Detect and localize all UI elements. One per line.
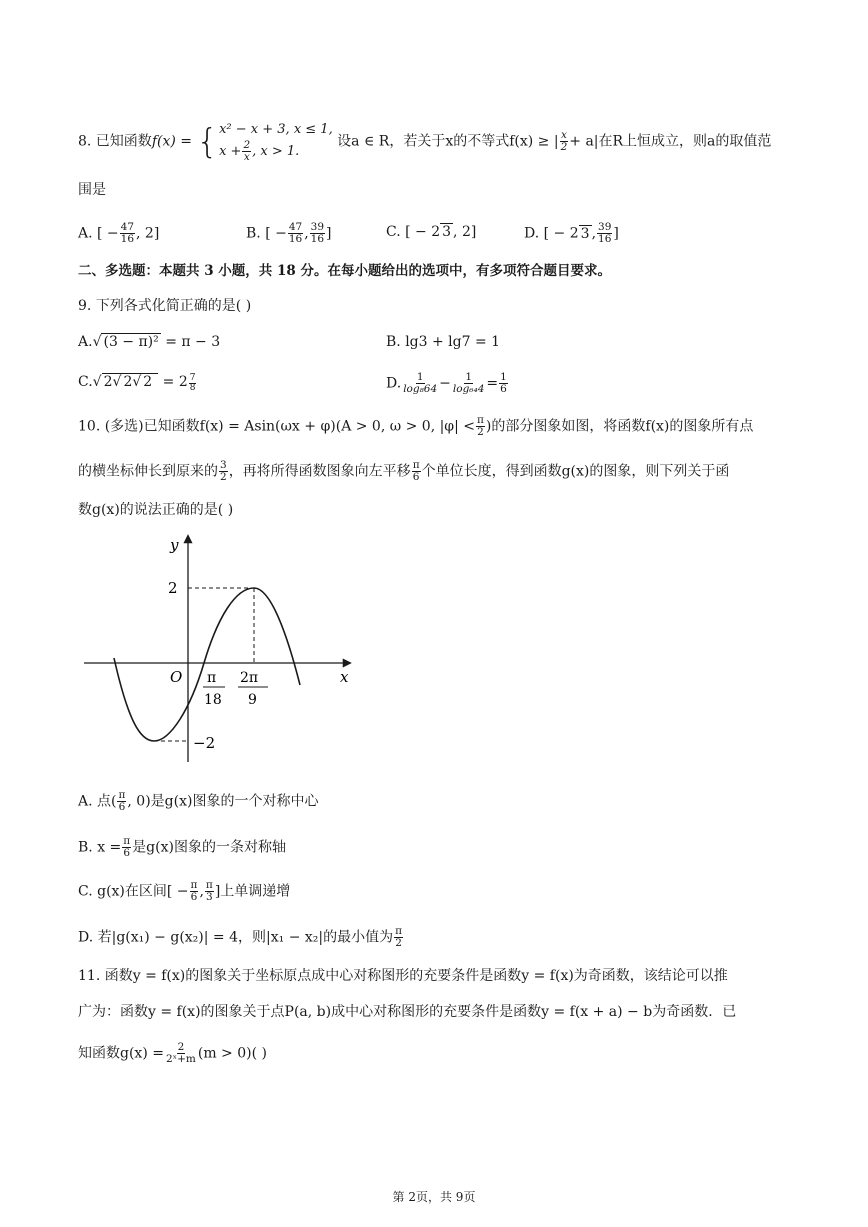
q9-option-b: B. lg3 + lg7 = 1 xyxy=(386,334,501,350)
q10-d-num: π xyxy=(395,925,403,937)
q10-l2c: 个单位长度，得到函数g(x)的图象，则下列关于函 xyxy=(421,463,730,480)
q9-c-eq: = 2 xyxy=(162,374,188,390)
q10-b-den: 6 xyxy=(123,847,131,859)
q10-b-frac xyxy=(122,836,131,859)
q8-b-tail: ] xyxy=(326,225,332,242)
q9-c-inner-val: 2 xyxy=(123,374,133,390)
q10-l2-den: 2 xyxy=(220,471,227,483)
q8-suffix: + a|在R上恒成立，则a的取值范 xyxy=(569,133,772,150)
q9-d-label: D. xyxy=(386,375,402,392)
q9-a-label: A. xyxy=(78,334,93,350)
q9-c-outer-val: 2 xyxy=(103,374,113,390)
q8-frac-num: x xyxy=(560,129,567,141)
q11-num: 2 xyxy=(177,1041,185,1053)
x-axis-label: x xyxy=(340,668,349,686)
q9-d-frac1 xyxy=(402,372,438,395)
q8-a-label: A. [ − xyxy=(78,225,119,242)
q10-l1b: )的部分图象如图，将函数f(x)的图象所有点 xyxy=(485,418,754,435)
q8-option-b xyxy=(246,222,332,245)
q10-line3: 数g(x)的说法正确的是( ) xyxy=(78,502,234,518)
q8-option-a xyxy=(78,222,159,245)
q8-case2-b: , x > 1. xyxy=(252,144,300,159)
q8-c-sqrt: 3 xyxy=(442,224,452,240)
q9-d-num3: 1 xyxy=(500,371,507,383)
q10-l2a: 的横坐标伸长到原来的 xyxy=(78,463,218,480)
q10-c-a: C. g(x)在区间[ − xyxy=(78,883,189,900)
q9-d-den1: log₈64 xyxy=(403,383,438,395)
q9-c-label: C. xyxy=(78,374,93,390)
q9-option-d xyxy=(386,372,509,395)
q8-piecewise xyxy=(196,120,332,163)
q8-d-sqrt: 3 xyxy=(580,225,590,242)
q10-a-num: π xyxy=(118,789,126,801)
q9-d-minus: − xyxy=(439,375,451,392)
q10-a-a: A. 点( xyxy=(78,793,117,810)
y-axis-label: y xyxy=(170,536,179,554)
q10-b-b: 是g(x)图象的一条对称轴 xyxy=(132,839,286,856)
q9-c-mid: 2√ 2 xyxy=(121,373,156,390)
q8-d-frac xyxy=(597,222,612,245)
q9-d-frac3 xyxy=(499,372,508,395)
q10-c-num2: π xyxy=(205,879,213,891)
q8-d-mid: , xyxy=(591,225,597,242)
q10-d-frac xyxy=(394,926,403,949)
q10-l2-frac1 xyxy=(219,460,228,483)
q8-line1 xyxy=(78,120,771,163)
q8-case2-frac xyxy=(242,140,251,163)
q10-c-frac2 xyxy=(205,880,214,903)
q10-line1 xyxy=(78,415,753,438)
q11-den: 2ˣ+m xyxy=(165,1053,196,1065)
max-label: 2 xyxy=(168,579,178,597)
q8-line2: 围是 xyxy=(78,182,106,198)
q10-c-frac1 xyxy=(190,880,199,903)
q9-option-c: C.√ 2√ 2√ 2 = 2 $^{\frac{7}{8}}$ xyxy=(78,373,196,394)
tick1-den: 18 xyxy=(204,692,222,708)
q8-case2-den: x xyxy=(243,151,250,163)
q8-b-den1: 16 xyxy=(288,233,303,245)
q9-d-num1: 1 xyxy=(416,371,424,383)
q8-d-den2: 16 xyxy=(598,233,612,245)
tick2-den: 9 xyxy=(248,692,257,708)
q8-c-label: C. [ − 2 xyxy=(386,224,441,240)
section-heading: 二、多选题：本题共 3 小题，共 18 分。在每小题给出的选项中，有多项符合题目要求。 xyxy=(78,263,611,279)
q10-c-b: ]上单调递增 xyxy=(214,883,291,900)
q8-d-tail: ] xyxy=(613,225,619,242)
q10-option-b xyxy=(78,836,286,859)
q9-option-a: A.√ (3 − π)² = π − 3 xyxy=(78,334,221,350)
q10-c-den1: 6 xyxy=(190,891,198,903)
q8-a-frac xyxy=(120,222,135,245)
q10-l1-num: π xyxy=(477,414,484,426)
q8-case1: x² − x + 3, x ≤ 1, xyxy=(219,122,333,137)
q10-l1a: 10. (多选)已知函数f(x) = Asin(ωx + φ)(A > 0, ω > 0, |φ| < xyxy=(78,418,476,435)
q8-frac-den: 2 xyxy=(560,141,568,153)
q8-b-mid: , xyxy=(304,225,309,242)
q9-c-exp xyxy=(189,374,197,393)
q10-a-b: , 0)是g(x)图象的一个对称中心 xyxy=(127,793,319,810)
q8-case2-num: 2 xyxy=(243,139,251,151)
q9-d-frac2 xyxy=(452,372,486,395)
q10-c-den2: 3 xyxy=(206,891,213,903)
q8-fx: f(x) = xyxy=(151,133,192,150)
q11-line2: 广为：函数y = f(x)的图象关于点P(a, b)成中心对称图形的充要条件是函数y = f(x + a) − b为奇函数．已 xyxy=(78,1004,737,1020)
q8-option-d xyxy=(524,222,619,245)
q8-option-c xyxy=(386,222,476,242)
q8-case2 xyxy=(219,140,333,163)
q8-prefix: 8. 已知函数 xyxy=(78,133,152,150)
q9-a-tail: = π − 3 xyxy=(165,334,221,350)
q8-a-den: 16 xyxy=(120,233,135,245)
q10-l2-num: 3 xyxy=(220,459,227,471)
q8-d-label: D. [ − 2 xyxy=(524,225,579,242)
q8-cases xyxy=(219,120,333,163)
q8-b-frac2 xyxy=(310,222,325,245)
tick1-num: π xyxy=(207,670,217,686)
q10-l2-num2: π xyxy=(412,459,420,471)
q9-c-exp-den: 8 xyxy=(189,383,196,394)
q8-c-tail: , 2] xyxy=(453,224,477,240)
q9-d-num2: 1 xyxy=(465,371,472,383)
tick2-num: 2π xyxy=(240,670,259,686)
q10-l2b: ，再将所得函数图象向左平移 xyxy=(228,463,411,480)
origin-label: O xyxy=(170,668,183,686)
q10-l1-frac xyxy=(476,415,485,438)
q8-a-num: 47 xyxy=(120,221,135,233)
q11-frac xyxy=(165,1042,197,1065)
q10-d-a: D. 若|g(x₁) − g(x₂)| = 4，则|x₁ − x₂|的最小值为 xyxy=(78,929,394,946)
q10-graph xyxy=(78,530,378,770)
q9-c-exp-num: 7 xyxy=(189,373,196,384)
q9-c-outer: 2√ 2√ 2 xyxy=(102,373,159,390)
q10-option-d xyxy=(78,926,404,949)
sine-curve xyxy=(114,588,300,741)
q8-b-frac1 xyxy=(288,222,303,245)
q9-d-den2: log₆₄4 xyxy=(452,383,485,395)
q9-d-eq: = xyxy=(486,375,499,392)
q10-option-a xyxy=(78,790,318,813)
page-footer: 第 2页，共 9页 xyxy=(392,1190,476,1204)
q8-case2-a: x + xyxy=(219,144,242,159)
q10-a-frac xyxy=(117,790,126,813)
q10-c-num1: π xyxy=(190,879,198,891)
q11-l3a: 知函数g(x) = xyxy=(78,1045,164,1062)
q11-line3 xyxy=(78,1042,267,1065)
q9-d-den3: 6 xyxy=(500,383,507,395)
min-label: −2 xyxy=(193,734,216,752)
q10-b-num: π xyxy=(123,835,131,847)
q9-stem: 9. 下列各式化简正确的是( ) xyxy=(78,298,252,314)
q10-c-mid: , xyxy=(199,883,204,900)
q9-a-rad: (3 − π)² xyxy=(103,334,159,350)
q8-a-tail: , 2] xyxy=(136,225,160,242)
q8-b-num1: 47 xyxy=(288,221,303,233)
q10-b-a: B. x = xyxy=(78,839,122,856)
q8-b-den2: 16 xyxy=(310,233,325,245)
q8-mid: 设a ∈ R，若关于x的不等式f(x) ≥ | xyxy=(337,133,559,150)
q8-d-num2: 39 xyxy=(598,221,612,233)
q10-l2-den2: 6 xyxy=(412,471,420,483)
q10-l2-frac2 xyxy=(412,460,421,483)
q10-d-den: 2 xyxy=(395,937,402,949)
q10-l1-den: 2 xyxy=(477,426,484,438)
q8-b-num2: 39 xyxy=(310,221,325,233)
brace-icon: { xyxy=(196,121,219,162)
q10-option-c xyxy=(78,880,290,903)
q8-b-label: B. [ − xyxy=(246,225,287,242)
q10-a-den: 6 xyxy=(118,801,126,813)
q11-l3b: (m > 0)( ) xyxy=(197,1045,267,1062)
q10-line2 xyxy=(78,460,729,483)
q8-frac xyxy=(560,130,569,153)
q11-line1: 11. 函数y = f(x)的图象关于坐标原点成中心对称图形的充要条件是函数y = f(x)为奇函数，该结论可以推 xyxy=(78,968,728,984)
